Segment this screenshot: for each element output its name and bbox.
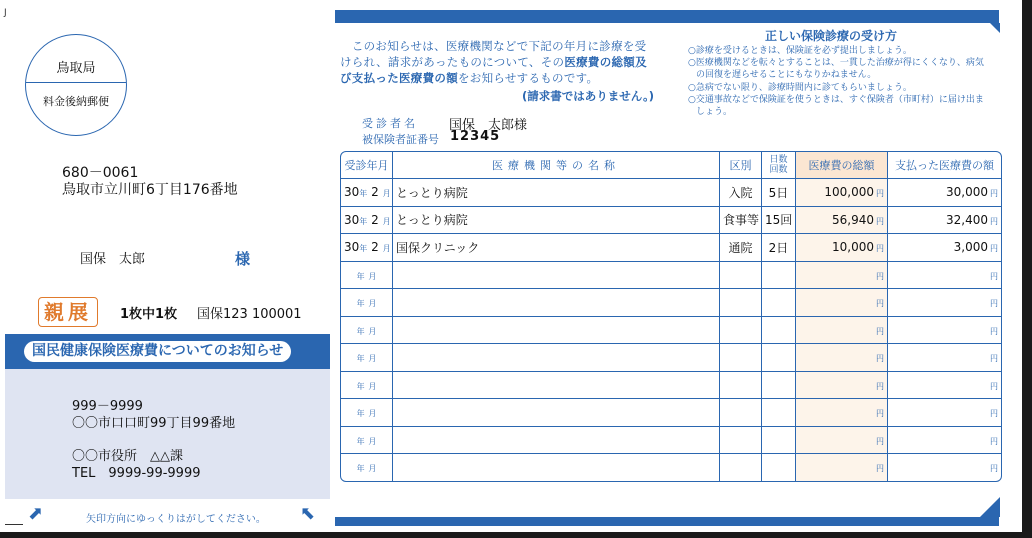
cell-days — [762, 454, 796, 481]
header-facility: 医療機関等の名称 — [393, 152, 720, 179]
cell-paid-amount — [888, 179, 1001, 207]
cell-paid-amount — [888, 372, 1001, 400]
cell-kubun: 通院 — [720, 234, 762, 262]
cell-year: 30 — [344, 212, 360, 227]
cell-days: 2日 — [762, 234, 796, 262]
intro-line-3b: をお知らせするものです。 — [458, 71, 599, 85]
unit-year: 年 — [356, 354, 365, 364]
cell-days — [762, 399, 796, 427]
unit-yen: 円 — [876, 299, 884, 309]
table-header-row — [341, 152, 1001, 179]
unit-yen: 円 — [990, 216, 998, 226]
sheet-count: 1枚中1枚 — [120, 307, 178, 322]
intro-line-1: このお知らせは、医療機関などで下記の年月に診療を受 — [351, 39, 647, 53]
table-row — [341, 344, 1001, 372]
cell-total-cost — [796, 399, 888, 427]
cell-month: 2 — [371, 212, 379, 227]
cell-paid-amount — [888, 399, 1001, 427]
unit-month: 月 — [368, 464, 377, 474]
cell-total-cost — [796, 179, 888, 207]
cell-paid-amount — [888, 262, 1001, 290]
intro-note: (請求書ではありません。) — [522, 89, 654, 103]
postmark-office: 鳥取局 — [56, 61, 96, 76]
cell-paid-amount — [888, 454, 1001, 481]
unit-yen: 円 — [876, 271, 884, 281]
notice-title: 国民健康保険医療費についてのお知らせ — [24, 341, 291, 362]
patient-name-label: 受診者名 — [362, 117, 418, 130]
peel-instruction: 矢印方向にゆっくりはがしてください。 — [86, 514, 266, 525]
recipient-address: 鳥取市立川町6丁目176番地 — [62, 182, 238, 198]
cell-days: 5日 — [762, 179, 796, 207]
table-row — [341, 317, 1001, 345]
cell-kubun — [720, 262, 762, 290]
unit-year: 年 — [356, 436, 365, 446]
cell-visit-month — [341, 372, 393, 400]
unit-yen: 円 — [990, 271, 998, 281]
unit-yen: 円 — [990, 464, 998, 474]
cell-facility — [393, 262, 720, 290]
confidential-stamp: 親展 — [38, 297, 98, 327]
cell-total-cost — [796, 262, 888, 290]
unit-year: 年 — [356, 464, 365, 474]
window-frame-bottom — [0, 532, 1032, 538]
cell-total-cost — [796, 372, 888, 400]
unit-year: 年 — [356, 299, 365, 309]
table-row — [341, 427, 1001, 455]
unit-year: 年 — [359, 244, 368, 254]
unit-yen: 円 — [876, 354, 884, 364]
table-row — [341, 454, 1001, 481]
cell-kubun — [720, 317, 762, 345]
total-cost-value: 10,000 — [832, 240, 874, 255]
intro-line-2a: けられ、請求があったものについて、その — [340, 55, 565, 69]
table-row — [341, 234, 1001, 262]
paid-amount-value: 3,000 — [953, 240, 988, 255]
cell-kubun: 食事等 — [720, 207, 762, 235]
header-total-cost: 医療費の総額 — [796, 152, 888, 179]
recipient-name: 国保 太郎 — [80, 252, 146, 267]
cell-kubun — [720, 344, 762, 372]
cell-kubun — [720, 427, 762, 455]
cell-total-cost — [796, 317, 888, 345]
cell-total-cost — [796, 427, 888, 455]
cell-facility — [393, 289, 720, 317]
total-cost-value: 100,000 — [824, 185, 874, 200]
tip-item: ○交通事故などで保険証を使うときは、すぐ保険者（市町村）に届け出ましょう。 — [688, 94, 984, 118]
cell-visit-month — [341, 399, 393, 427]
cell-paid-amount — [888, 344, 1001, 372]
cell-days — [762, 289, 796, 317]
return-address: 〇〇市口口町99丁目99番地 — [72, 416, 236, 431]
cell-facility: とっとり病院 — [393, 207, 720, 235]
unit-yen: 円 — [876, 409, 884, 419]
recipient-address-block — [62, 165, 238, 199]
cell-visit-month — [341, 317, 393, 345]
return-office-block — [72, 448, 201, 482]
bottom-corner-triangle — [980, 497, 1000, 517]
unit-year: 年 — [356, 271, 365, 281]
table-row — [341, 399, 1001, 427]
intro-text — [340, 38, 662, 86]
return-address-block — [72, 398, 235, 432]
unit-yen: 円 — [876, 216, 884, 226]
cell-visit-month — [341, 289, 393, 317]
unit-yen: 円 — [876, 381, 884, 391]
header-days-line-1: 日数 — [769, 155, 788, 165]
cell-visit-month — [341, 179, 393, 207]
unit-yen: 円 — [990, 354, 998, 364]
header-visit-month: 受診年月 — [341, 152, 393, 179]
unit-month: 月 — [368, 381, 377, 391]
unit-month: 月 — [368, 326, 377, 336]
cell-paid-amount — [888, 234, 1001, 262]
cell-facility — [393, 427, 720, 455]
unit-yen: 円 — [990, 244, 998, 254]
cell-days — [762, 344, 796, 372]
paid-amount-value: 32,400 — [946, 212, 988, 227]
cell-kubun — [720, 289, 762, 317]
unit-yen: 円 — [876, 244, 884, 254]
top-blue-band — [335, 10, 999, 23]
cell-kubun — [720, 372, 762, 400]
unit-yen: 円 — [990, 326, 998, 336]
bottom-blue-band — [335, 517, 999, 526]
medical-expense-table — [340, 151, 1002, 482]
unit-month: 月 — [368, 299, 377, 309]
unit-yen: 円 — [876, 436, 884, 446]
cell-month: 2 — [371, 185, 379, 200]
paid-amount-value: 30,000 — [946, 185, 988, 200]
unit-month: 月 — [382, 244, 391, 254]
cell-days — [762, 427, 796, 455]
cell-month: 2 — [371, 240, 379, 255]
cell-visit-month — [341, 454, 393, 481]
cell-visit-month — [341, 262, 393, 290]
unit-yen: 円 — [990, 409, 998, 419]
postmark-divider — [26, 82, 126, 83]
cell-paid-amount — [888, 427, 1001, 455]
cell-days — [762, 317, 796, 345]
return-phone: TEL 9999-99-9999 — [72, 466, 201, 481]
recipient-postal-code: 680－0061 — [62, 165, 139, 181]
table-row — [341, 207, 1001, 235]
peel-arrow-right-icon: ⬉ — [300, 503, 316, 524]
cell-visit-month — [341, 427, 393, 455]
unit-year: 年 — [359, 216, 368, 226]
cell-visit-month — [341, 207, 393, 235]
header-kubun: 区別 — [720, 152, 762, 179]
tip-item: ○医療機関などを転々とすることは、一貫した治療が得にくくなり、病気の回復を遅らせることにもなりかねません。 — [688, 58, 984, 81]
insured-number-label: 被保険者証番号 — [362, 133, 439, 146]
intro-line-2b: 医療費の総額及 — [564, 55, 647, 69]
table-row — [341, 289, 1001, 317]
unit-yen: 円 — [990, 381, 998, 391]
insured-number-value: 12345 — [450, 129, 501, 144]
header-days-line-2: 回数 — [769, 165, 788, 175]
unit-year: 年 — [359, 189, 368, 199]
cell-facility: 国保クリニック — [393, 234, 720, 262]
cell-kubun — [720, 454, 762, 481]
unit-yen: 円 — [990, 299, 998, 309]
return-office-name: 〇〇市役所 △△課 — [72, 449, 183, 464]
recipient-code: 国保123 100001 — [197, 307, 302, 322]
postmark-stamp — [25, 34, 127, 136]
cell-total-cost — [796, 454, 888, 481]
unit-yen: 円 — [876, 464, 884, 474]
tip-item: ○急病でない限り、診療時間内に診てもらいましょう。 — [688, 82, 912, 93]
unit-yen: 円 — [876, 326, 884, 336]
cell-facility — [393, 344, 720, 372]
cell-kubun: 入院 — [720, 179, 762, 207]
unit-month: 月 — [368, 409, 377, 419]
cell-paid-amount — [888, 289, 1001, 317]
cell-year: 30 — [344, 240, 360, 255]
cell-facility — [393, 317, 720, 345]
unit-year: 年 — [356, 381, 365, 391]
cell-total-cost — [796, 344, 888, 372]
cell-total-cost — [796, 207, 888, 235]
tip-item: ○診療を受けるときは、保険証を必ず提出しましょう。 — [688, 46, 912, 56]
recipient-honorific: 様 — [235, 250, 251, 268]
unit-month: 月 — [382, 189, 391, 199]
unit-month: 月 — [368, 354, 377, 364]
header-days — [762, 152, 796, 179]
cell-total-cost — [796, 234, 888, 262]
intro-line-3a: び支払った医療費の額 — [340, 71, 458, 85]
window-frame-right — [1022, 0, 1032, 538]
unit-year: 年 — [356, 326, 365, 336]
total-cost-value: 56,940 — [832, 212, 874, 227]
cell-days: 15回 — [762, 207, 796, 235]
cell-facility — [393, 399, 720, 427]
unit-yen: 円 — [990, 189, 998, 199]
cell-visit-month — [341, 234, 393, 262]
unit-month: 月 — [382, 216, 391, 226]
cell-total-cost — [796, 289, 888, 317]
cell-kubun — [720, 399, 762, 427]
table-row — [341, 262, 1001, 290]
cell-paid-amount — [888, 207, 1001, 235]
tips-list — [688, 45, 990, 118]
return-postal-code: 999－9999 — [72, 399, 143, 414]
peel-arrow-left-icon: ⬈ — [28, 503, 44, 524]
cell-days — [762, 372, 796, 400]
top-corner-triangle — [990, 23, 1000, 33]
cell-year: 30 — [344, 185, 360, 200]
tips-title: 正しい保険診療の受け方 — [765, 29, 898, 43]
cell-facility: とっとり病院 — [393, 179, 720, 207]
patient-name-value: 国保 太郎様 — [449, 118, 528, 133]
cut-line — [5, 524, 23, 525]
cell-paid-amount — [888, 317, 1001, 345]
cell-facility — [393, 372, 720, 400]
cell-days — [762, 262, 796, 290]
corner-mark: J — [4, 8, 7, 18]
unit-yen: 円 — [876, 189, 884, 199]
table-row — [341, 179, 1001, 207]
unit-month: 月 — [368, 271, 377, 281]
header-paid-amount: 支払った医療費の額 — [888, 152, 1001, 179]
cell-visit-month — [341, 344, 393, 372]
unit-month: 月 — [368, 436, 377, 446]
unit-yen: 円 — [990, 436, 998, 446]
table-row — [341, 372, 1001, 400]
unit-year: 年 — [356, 409, 365, 419]
cell-facility — [393, 454, 720, 481]
postmark-postage: 料金後納郵便 — [43, 95, 109, 108]
